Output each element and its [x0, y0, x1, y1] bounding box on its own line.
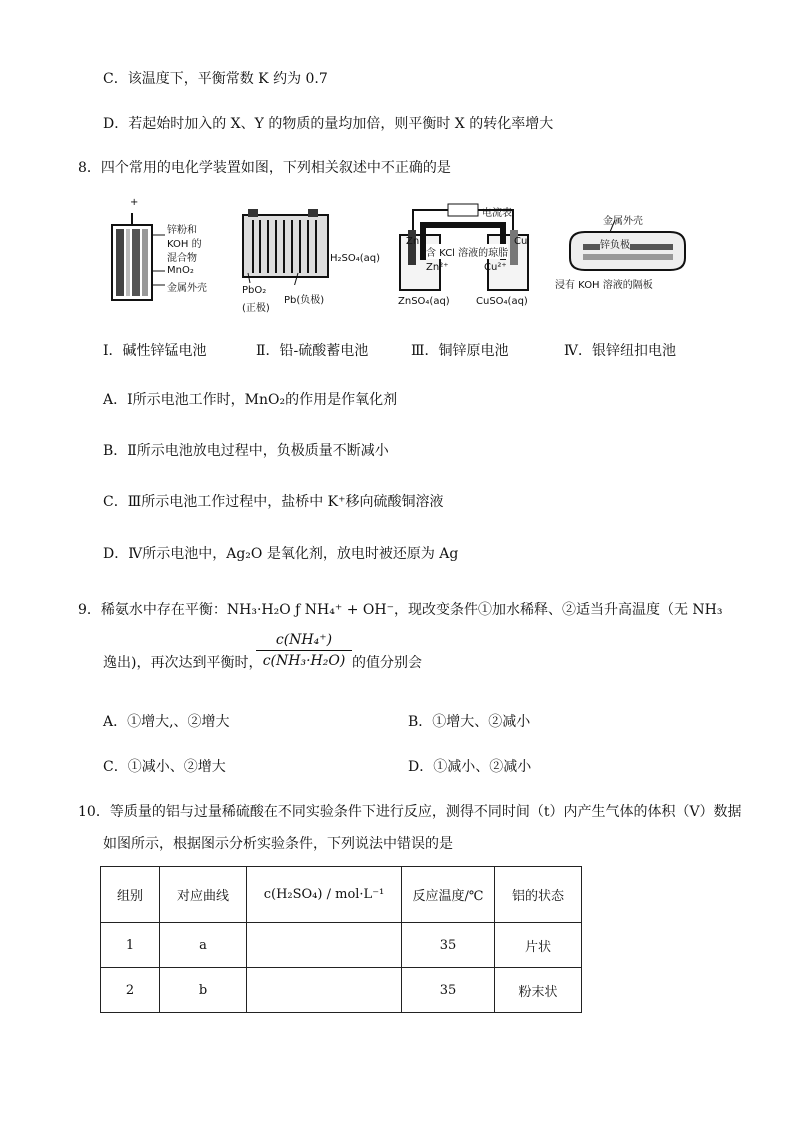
- label-zn-ion: Zn²⁺: [426, 262, 449, 273]
- q9-line-2a: 逸出)，再次达到平衡时，: [103, 655, 263, 671]
- plus-sign: +: [130, 197, 139, 208]
- q7-option-d: D．若起始时加入的 X、Y 的物质的量均加倍，则平衡时 X 的转化率增大: [103, 116, 554, 132]
- q10-table: [100, 866, 582, 1013]
- q8-stem: 8．四个常用的电化学装置如图，下列相关叙述中不正确的是: [78, 160, 451, 176]
- table-row: [101, 923, 582, 968]
- label-pbo2: PbO₂: [242, 285, 267, 296]
- q9-line-2b: 的值分别会: [352, 655, 422, 671]
- label-positive: (正极): [242, 303, 270, 314]
- q8-option-b: B．Ⅱ所示电池放电过程中，负极质量不断减小: [103, 443, 389, 459]
- q7-option-c: C．该温度下，平衡常数 K 约为 0.7: [103, 71, 328, 87]
- header-curve: 对应曲线: [160, 867, 247, 923]
- table-cell: [247, 923, 402, 968]
- lead-acid-battery-diagram: [238, 205, 388, 285]
- q8-option-d: D．Ⅳ所示电池中，Ag₂O 是氧化剂，放电时被还原为 Ag: [103, 546, 459, 562]
- figure-galvanic-cell: [398, 200, 538, 315]
- label-zinc-negative: 锌负极: [600, 236, 630, 251]
- label-zn: Zn: [406, 236, 420, 247]
- label-metal-shell: 金属外壳: [167, 283, 207, 294]
- label-cu: Cu: [514, 236, 528, 247]
- q10-line-1: 10．等质量的铝与过量稀硫酸在不同实验条件下进行反应，测得不同时间（t）内产生气体的体积（V）数据: [78, 804, 742, 820]
- table-cell: [247, 968, 402, 1013]
- figure-lead-acid-battery: [238, 205, 388, 315]
- figure-button-cell: [555, 210, 700, 295]
- label-pb-negative: Pb(负极): [284, 295, 325, 306]
- table-cell: 粉末状: [495, 968, 582, 1013]
- fraction-numerator: c(NH₄⁺): [275, 632, 333, 648]
- label-zinc-powder: 锌粉和: [167, 225, 197, 236]
- q10-line-2: 如图所示，根据图示分析实验条件，下列说法中错误的是: [103, 836, 453, 852]
- figure-alkaline-battery: [100, 197, 225, 305]
- caption-4: Ⅳ．银锌纽扣电池: [564, 343, 676, 359]
- label-znso4: ZnSO₄(aq): [398, 296, 450, 307]
- header-al-state: 铝的状态: [495, 867, 582, 923]
- caption-2: Ⅱ．铅-硫酸蓄电池: [256, 343, 369, 359]
- label-cuso4: CuSO₄(aq): [476, 296, 528, 307]
- table-cell: 35: [402, 968, 495, 1013]
- table-header-row: [101, 867, 582, 923]
- label-koh: KOH 的: [167, 239, 202, 250]
- table-cell: 35: [402, 923, 495, 968]
- table-cell: 片状: [495, 923, 582, 968]
- table-cell: b: [160, 968, 247, 1013]
- q9-option-b: B．①增大、②减小: [408, 714, 531, 730]
- q9-option-c: C．①减小、②增大: [103, 759, 226, 775]
- q9-option-a: A．①增大,、②增大: [103, 714, 230, 730]
- table-row: [101, 968, 582, 1013]
- q9-option-d: D．①减小、②减小: [408, 759, 532, 775]
- label-ammeter: 电流表: [482, 208, 512, 219]
- table-cell: 1: [101, 923, 160, 968]
- label-mixture: 混合物: [167, 253, 197, 264]
- label-shell: 金属外壳: [603, 216, 643, 227]
- caption-3: Ⅲ．铜锌原电池: [411, 343, 509, 359]
- caption-1: Ⅰ．碱性锌锰电池: [103, 343, 207, 359]
- table-cell: a: [160, 923, 247, 968]
- label-mno2: MnO₂: [167, 265, 194, 276]
- q8-option-c: C．Ⅲ所示电池工作过程中，盐桥中 K⁺移向硫酸铜溶液: [103, 494, 444, 510]
- q8-option-a: A．Ⅰ所示电池工作时，MnO₂的作用是作氧化剂: [103, 392, 398, 408]
- header-temperature: 反应温度/℃: [402, 867, 495, 923]
- header-concentration: c(H₂SO₄) / mol·L⁻¹: [247, 867, 402, 923]
- fraction-denominator: c(NH₃·H₂O): [262, 653, 346, 669]
- fraction-bar: [256, 650, 352, 651]
- table-cell: 2: [101, 968, 160, 1013]
- label-separator: 浸有 KOH 溶液的隔板: [555, 280, 653, 291]
- label-salt-bridge: 含 KCl 溶液的琼脂: [426, 244, 508, 259]
- q9-line-1: 9．稀氨水中存在平衡：NH₃·H₂O ƒ NH₄⁺ + OH⁻，现改变条件①加水稀释、②适当升高温度（无 NH₃: [78, 602, 723, 618]
- label-h2so4: H₂SO₄(aq): [330, 253, 381, 264]
- q9-fraction: [256, 632, 352, 684]
- header-group: 组别: [101, 867, 160, 923]
- label-cu-ion: Cu²⁺: [484, 262, 507, 273]
